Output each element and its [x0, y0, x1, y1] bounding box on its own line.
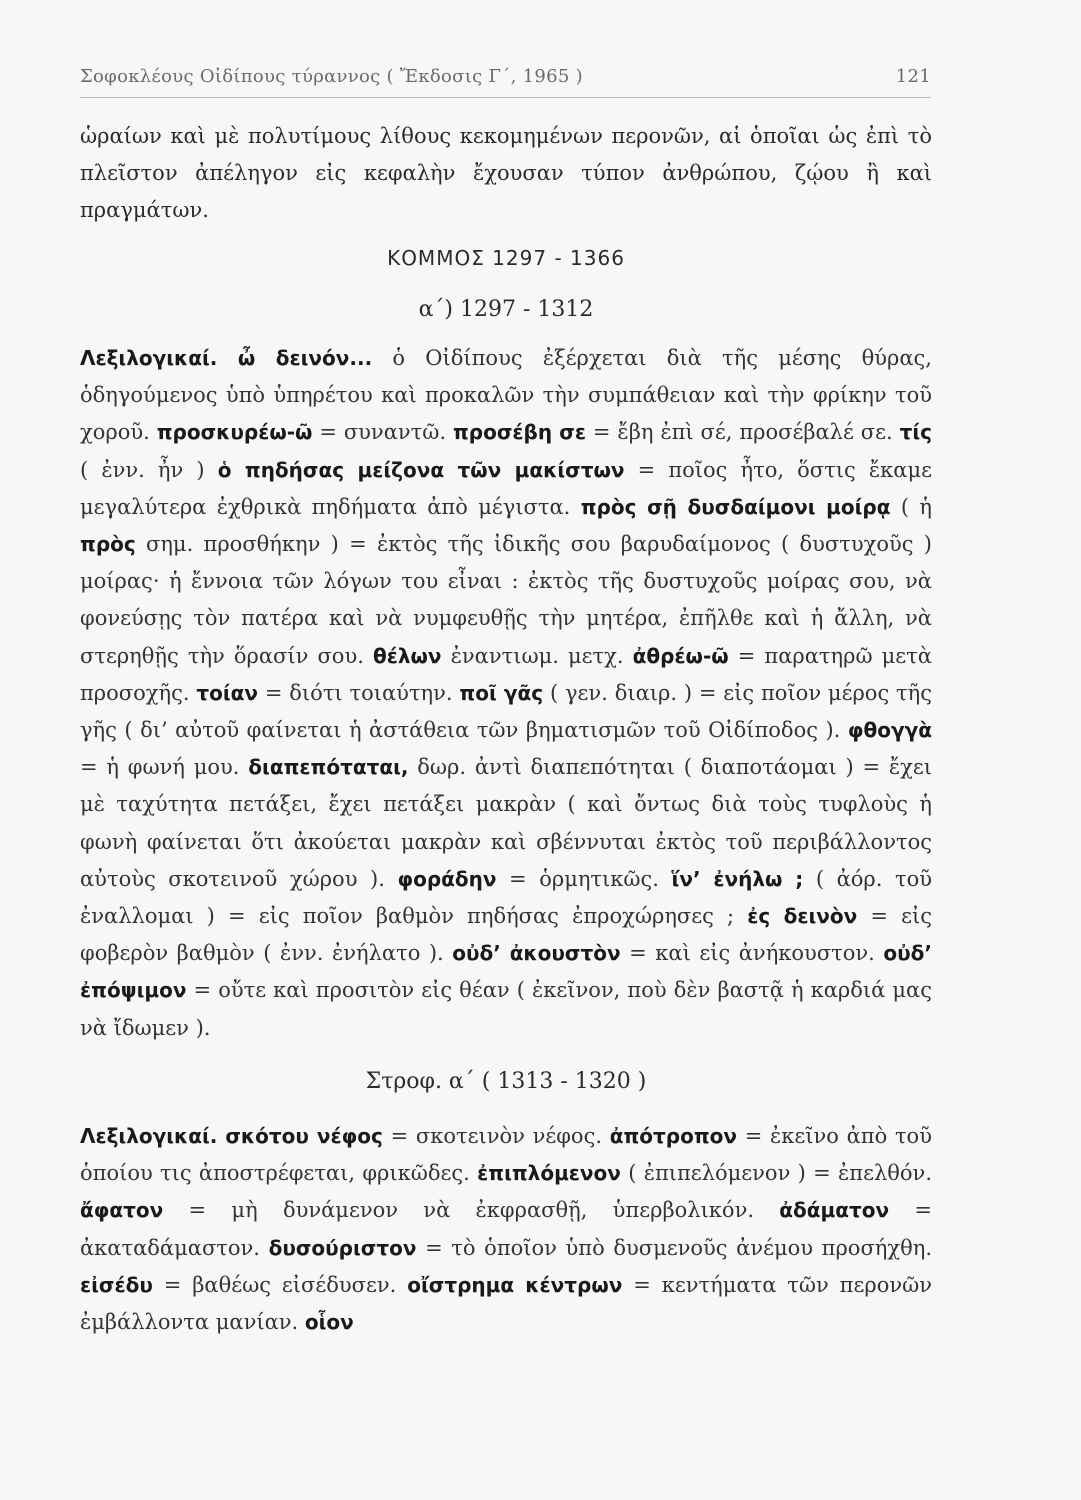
glossary-term: Λεξιλογικαί. σκότου νέφος — [80, 1124, 383, 1149]
strophe-heading: Στροφ. α΄ ( 1313 - 1320 ) — [365, 1068, 647, 1094]
glossary-term: οὐδ’ ἐπόψιμον — [80, 941, 932, 1003]
running-title: Σοφοκλέους Οἰδίπους τύραννος ( Ἔκδοσις Γ΄, 1965 ) — [80, 66, 584, 87]
glossary-term: πρὸς — [80, 532, 136, 557]
page-body — [80, 118, 932, 1341]
glossary-paragraph-1 — [80, 340, 932, 1047]
glossary-text: = ποῖος ἦτο, ὅστις ἔκαμε μεγαλύτερα ἐχθρικὰ πηδήματα ἀπὸ μέγιστα. — [80, 457, 932, 519]
glossary-text: = παρατηρῶ μετὰ προσοχῆς. — [80, 643, 932, 705]
glossary-text: = οὔτε καὶ προσιτὸν εἰς θέαν ( ἐκεῖνον, ποὺ δὲν βαστᾷ ἡ καρδιά μας νὰ ἴδωμεν ). — [80, 978, 932, 1040]
glossary-term: τίς — [899, 420, 932, 445]
intro-paragraph: ὡραίων καὶ μὲ πολυτίμους λίθους κεκομημένων περονῶν, αἱ ὁποῖαι ὡς ἐπὶ τὸ πλεῖστον ἀπέληγον εἰς κεφαλὴν ἔχουσαν τύπον ἀνθρώπου, ζῴου ἢ καὶ πραγμάτων. — [80, 124, 932, 223]
glossary-text: ( ἀόρ. τοῦ ἐναλλομαι ) = εἰς ποῖον βαθμὸν πηδήσας ἐπροχώρησες ; — [80, 866, 932, 929]
glossary-term: εἰσέδυ — [80, 1272, 153, 1297]
glossary-text: = τὸ ὁποῖον ὑπὸ δυσμενοῦς ἀνέμου προσήχθη. — [416, 1235, 932, 1260]
glossary-term: ἄφατον — [80, 1198, 164, 1223]
glossary-text: = καὶ εἰς ἀνήκουστον. — [620, 941, 884, 966]
glossary-term: ἐς δεινὸν — [747, 904, 858, 929]
glossary-paragraph-2 — [80, 1118, 932, 1341]
glossary-term: οἴστρημα κέντρων — [407, 1272, 623, 1297]
glossary-term: ἀδάματον — [779, 1198, 890, 1223]
glossary-term: φθογγὰ — [847, 718, 932, 743]
glossary-text: δωρ. ἀντὶ διαπεπότηται ( διαποτάομαι ) = ἔχει μὲ ταχύτητα πετάξει, ἔχει πετάξει μακρὰν ( καὶ ὄντως διὰ τοὺς τυφλοὺς ἡ φωνὴ φαίνεται ὅτι ἀκούεται μακρὰν καὶ σβέννυται ἐκτὸς τοῦ περιβάλλοντος αὐτοὺς σκοτεινοῦ χώρου ). — [80, 755, 932, 891]
glossary-term: ποῖ γᾶς — [459, 680, 544, 705]
glossary-text: = ἔβη ἐπὶ σέ, προσέβαλέ σε. — [586, 420, 900, 445]
glossary-term: Λεξιλογικαί. ὦ δεινόν... — [80, 346, 373, 371]
glossary-term: θέλων — [372, 643, 442, 668]
page-number: 121 — [895, 66, 931, 87]
glossary-term: ἵν’ ἐνήλω ; — [671, 866, 804, 891]
glossary-text: ( ἐνν. ἦν ) — [80, 457, 218, 482]
glossary-term: φοράδην — [397, 866, 497, 891]
glossary-term: προσέβη σε — [452, 420, 587, 445]
glossary-text: ἐναντιωμ. μετχ. — [441, 643, 633, 668]
glossary-term: τοίαν — [196, 680, 259, 705]
glossary-text: σημ. προσθήκην ) = ἐκτὸς τῆς ἰδικῆς σου βαρυδαίμονος ( δυστυχοῦς ) μοίρας· ἡ ἔννοια τῶν λόγων του εἶναι : ἐκτὸς τῆς δυστυχοῦς μοίρας σου, νὰ φονεύσῃς τὸν πατέρα καὶ νὰ νυμφευθῇς τὴν μητέρα, ἐπῆλθε καὶ ἡ ἄλλη, νὰ στερηθῇς τὴν ὅρασίν σου. — [80, 532, 932, 668]
running-head — [80, 66, 931, 98]
glossary-term: οἷον — [304, 1310, 354, 1335]
glossary-term: ὁ πηδήσας μείζονα τῶν μακίστων — [217, 457, 625, 482]
glossary-text: = σκοτεινὸν νέφος. — [382, 1124, 610, 1149]
section-a-heading: α΄) 1297 - 1312 — [418, 296, 594, 322]
glossary-text: = βαθέως εἰσέδυσεν. — [152, 1272, 408, 1297]
glossary-term: διαπεπόταται, — [248, 755, 409, 780]
glossary-text: = ἐκεῖνο ἀπὸ τοῦ ὁποίου τις ἀποστρέφεται, φρικῶδες. — [80, 1124, 932, 1186]
glossary-text: = ἡ φωνή μου. — [80, 755, 249, 780]
glossary-term: προσκυρέω-ῶ — [156, 420, 313, 445]
glossary-term: ἐπιπλόμενον — [477, 1161, 621, 1186]
glossary-term: ἀπότροπον — [609, 1124, 738, 1149]
glossary-text: = εἰς φοβερὸν βαθμὸν ( ἐνν. ἐνήλατο ). — [80, 904, 933, 966]
glossary-term: δυσούριστον — [268, 1235, 417, 1260]
glossary-text: ( ἡ — [890, 494, 933, 519]
glossary-text: = μὴ δυνάμενον νὰ ἐκφρασθῇ, ὑπερβολικόν. — [163, 1198, 780, 1223]
kommos-heading: ΚΟΜΜΟΣ 1297 - 1366 — [387, 245, 625, 270]
glossary-term: πρὸς σῇ δυσδαίμονι μοίρᾳ — [580, 494, 891, 519]
glossary-text: = διότι τοιαύτην. — [258, 680, 460, 705]
glossary-text: ( ἐπιπελόμενον ) = ἐπελθόν. — [620, 1161, 932, 1186]
glossary-text: ὁ Οἰδίπους ἐξέρχεται διὰ τῆς μέσης θύρας, ὁδηγούμενος ὑπὸ ὑπηρέτου καὶ προκαλῶν τὴν συμπάθειαν καὶ τὴν φρίκην τοῦ χοροῦ. — [80, 346, 932, 445]
glossary-text: ( γεν. διαιρ. ) = εἰς ποῖον μέρος τῆς γῆς ( δι’ αὐτοῦ φαίνεται ἡ ἀστάθεια τῶν βηματισμῶν τοῦ Οἰδίποδος ). — [80, 680, 932, 743]
glossary-term: οὐδ’ ἀκουστὸν — [452, 941, 621, 966]
glossary-text: = ἀκαταδάμαστον. — [80, 1198, 932, 1260]
glossary-term: ἀθρέω-ῶ — [632, 643, 729, 668]
glossary-text: = ὁρμητικῶς. — [496, 866, 672, 891]
glossary-text: = κεντήματα τῶν περονῶν ἐμβάλλοντα μανίαν. — [80, 1272, 933, 1335]
glossary-text: = συναντῶ. — [312, 420, 453, 445]
